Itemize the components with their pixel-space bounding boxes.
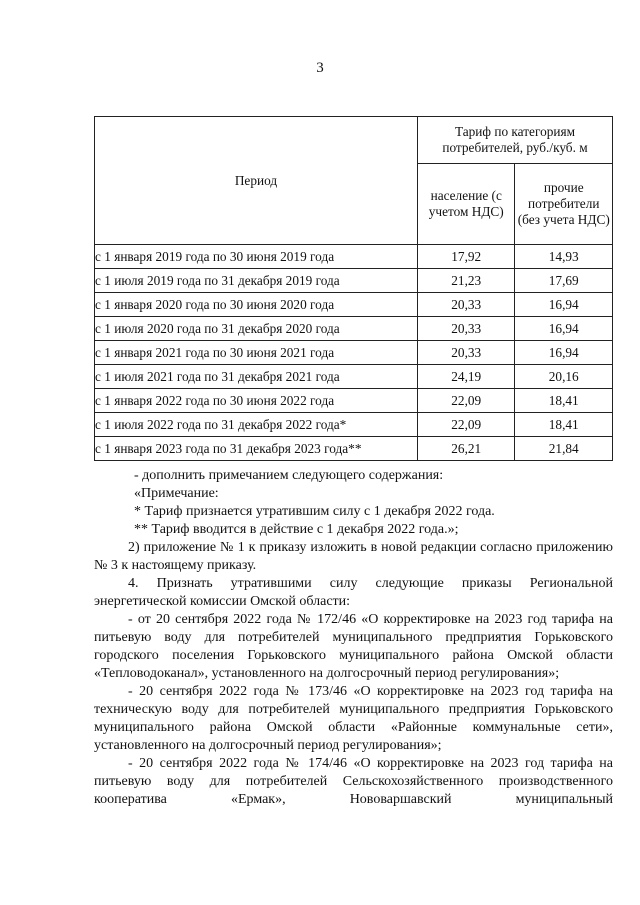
tariff-table bbox=[94, 116, 613, 461]
population-cell: 21,23 bbox=[417, 269, 515, 293]
period-cell: с 1 июля 2021 года по 31 декабря 2021 года bbox=[95, 365, 418, 389]
period-cell: с 1 января 2019 года по 30 июня 2019 года bbox=[95, 245, 418, 269]
tariff-group-header: Тариф по категориям потребителей, руб./куб. м bbox=[417, 117, 612, 164]
page-number: 3 bbox=[316, 60, 324, 76]
period-cell: с 1 января 2023 года по 31 декабря 2023 года** bbox=[95, 437, 418, 461]
others-cell: 18,41 bbox=[515, 413, 613, 437]
paragraph-repeal-clause: 4. Признать утратившими силу следующие приказы Региональной энергетической комиссии Омской области: bbox=[94, 576, 613, 609]
others-cell: 17,69 bbox=[515, 269, 613, 293]
table-row bbox=[95, 389, 613, 413]
period-cell: с 1 января 2022 года по 30 июня 2022 года bbox=[95, 389, 418, 413]
others-cell: 14,93 bbox=[515, 245, 613, 269]
table-row bbox=[95, 341, 613, 365]
paragraph-appendix-clause: 2) приложение № 1 к приказу изложить в новой редакции согласно приложению № 3 к настоящему приказу. bbox=[94, 540, 613, 573]
paragraph-footnote-2: ** Тариф вводится в действие с 1 декабря 2022 года.»; bbox=[134, 522, 459, 537]
period-column-header: Период bbox=[95, 117, 418, 245]
period-cell: с 1 июля 2019 года по 31 декабря 2019 года bbox=[95, 269, 418, 293]
paragraph-order-173: - 20 сентября 2022 года № 173/46 «О корректировке на 2023 год тарифа на техническую воду для потребителей муниципального предприятия Горьковского муниципального района Омской области «Районные коммунальные сети», установленного на долгосрочный период регулирования»; bbox=[94, 684, 613, 753]
population-cell: 22,09 bbox=[417, 389, 515, 413]
period-cell: с 1 января 2020 года по 30 июня 2020 года bbox=[95, 293, 418, 317]
table-row bbox=[95, 365, 613, 389]
table-row bbox=[95, 413, 613, 437]
table-row bbox=[95, 293, 613, 317]
population-column-header: население (с учетом НДС) bbox=[417, 164, 515, 245]
population-cell: 26,21 bbox=[417, 437, 515, 461]
others-cell: 16,94 bbox=[515, 317, 613, 341]
population-cell: 20,33 bbox=[417, 341, 515, 365]
population-cell: 24,19 bbox=[417, 365, 515, 389]
table-row bbox=[95, 269, 613, 293]
period-cell: с 1 июля 2022 года по 31 декабря 2022 года* bbox=[95, 413, 418, 437]
population-cell: 22,09 bbox=[417, 413, 515, 437]
table-row bbox=[95, 437, 613, 461]
table-row bbox=[95, 245, 613, 269]
population-cell: 20,33 bbox=[417, 317, 515, 341]
population-cell: 17,92 bbox=[417, 245, 515, 269]
paragraph-order-174: - 20 сентября 2022 года № 174/46 «О корректировке на 2023 год тарифа на питьевую воду для потребителей Сельскохозяйственного производственного кооператива «Ермак», Нововаршавский муниципальный bbox=[94, 756, 613, 807]
others-column-header: прочие потребители (без учета НДС) bbox=[515, 164, 613, 245]
table-row bbox=[95, 317, 613, 341]
period-cell: с 1 июля 2020 года по 31 декабря 2020 года bbox=[95, 317, 418, 341]
others-cell: 20,16 bbox=[515, 365, 613, 389]
others-cell: 18,41 bbox=[515, 389, 613, 413]
paragraph-supplement-note: - дополнить примечанием следующего содержания: bbox=[134, 468, 444, 483]
others-cell: 16,94 bbox=[515, 293, 613, 317]
paragraph-order-172: - от 20 сентября 2022 года № 172/46 «О корректировке на 2023 год тарифа на питьевую воду для потребителей муниципального предприятия Горьковского городского поселения Горьковского муниципального района Омской области «Тепловодоканал», установленного на долгосрочный период регулирования»; bbox=[94, 612, 613, 681]
others-cell: 21,84 bbox=[515, 437, 613, 461]
population-cell: 20,33 bbox=[417, 293, 515, 317]
period-cell: с 1 января 2021 года по 30 июня 2021 года bbox=[95, 341, 418, 365]
others-cell: 16,94 bbox=[515, 341, 613, 365]
document-body bbox=[94, 467, 613, 809]
paragraph-note-heading: «Примечание: bbox=[134, 486, 219, 501]
paragraph-footnote-1: * Тариф признается утратившим силу с 1 декабря 2022 года. bbox=[134, 504, 495, 519]
